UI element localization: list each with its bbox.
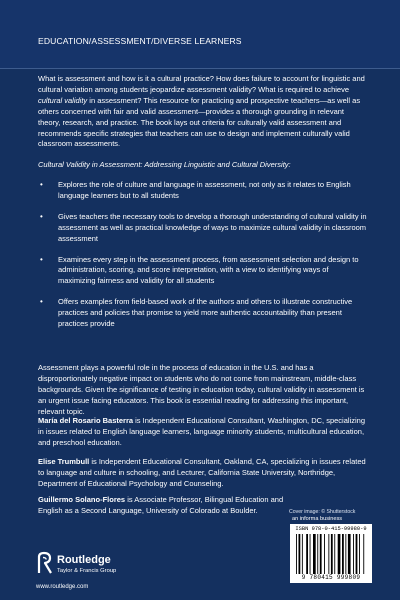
author-name: María del Rosario Basterra xyxy=(38,416,134,425)
bullet-icon: • xyxy=(40,254,43,264)
description xyxy=(38,74,368,150)
author-bio xyxy=(38,495,288,517)
author-bio xyxy=(38,416,368,449)
list-item xyxy=(38,255,368,288)
feature-list xyxy=(38,180,368,340)
features-intro: Cultural Validity in Assessment: Addressing Linguistic and Cultural Diversity: xyxy=(38,160,291,169)
publisher-url[interactable]: www.routledge.com xyxy=(36,584,89,590)
publisher-name: Routledge xyxy=(57,554,111,566)
routledge-logo-icon xyxy=(36,551,54,575)
top-band xyxy=(0,0,400,69)
description-emphasis: cultural validity xyxy=(38,95,88,105)
publisher-group: Taylor & Francis Group xyxy=(57,568,117,574)
author-bio xyxy=(38,457,368,490)
description-part-2: in assessment? This resource for practicing and prospective teachers—as well as others concerned with fair and valid assessment—provides a thorough grounding in relevant theory, research, and practice. The book lays out criteria for culturally valid assessment and recommends specific strategies that teachers can use to design and implement culturally valid classroom assessments. xyxy=(38,95,361,149)
barcode-icon xyxy=(296,534,366,574)
bullet-icon: • xyxy=(40,211,43,221)
cover-credit: Cover image: © Shutterstock xyxy=(289,509,356,515)
list-item-text: Offers examples from field-based work of the authors and others to illustrate constructive practices and policies that promise to yield more authentic accountability than present practices provide xyxy=(58,297,353,329)
description-part-1: What is assessment and how is it a cultural practice? How does failure to account for linguistic and cultural variation among students jeopardize assessment validity? What is required to achieve xyxy=(38,74,365,94)
author-bio-text: is Independent Educational Consultant, Oakland, CA, specializing in issues related to language and culture in schooling, and Lecturer, California State University, Northridge, Department of Educational Psychology and Counseling. xyxy=(38,457,366,488)
author-name: Elise Trumbull xyxy=(38,457,90,466)
author-bio-text: is Independent Educational Consultant, Washington, DC, specializing in issues related to English language learners, language minority students, multicultural education, and preschool education. xyxy=(38,416,365,447)
list-item xyxy=(38,212,368,245)
closing-paragraph: Assessment plays a powerful role in the process of education in the U.S. and has a disproportionately negative impact on students who do not come from mainstream, middle-class backgrounds. Given the significance of testing in education today, cultural validity in assessment is an urgent issue facing educators. This book is essential reading for addressing this important, relevant topic. xyxy=(38,363,365,416)
isbn-label: ISBN 978-0-415-99980-9 xyxy=(295,526,367,532)
bullet-icon: • xyxy=(40,180,43,189)
series-label: EDUCATION/ASSESSMENT/DIVERSE LEARNERS xyxy=(38,36,242,46)
list-item xyxy=(38,297,368,330)
list-item-text: Gives teachers the necessary tools to develop a thorough understanding of cultural validity in assessment as well as practical knowledge of ways to maximize cultural validity in classroom assessment xyxy=(58,211,367,243)
informa-tagline: an informa business xyxy=(292,516,343,522)
author-bio-text: is Associate Professor, Bilingual Education and English as a Second Language, University of Colorado at Boulder. xyxy=(38,495,284,515)
publisher-logo xyxy=(36,551,196,581)
list-item-text: Examines every step in the assessment process, from assessment selection and design to administration, scoring, and score interpretation, with a view to identifying ways of maximizing fairness and validity for all students xyxy=(58,254,359,286)
list-item xyxy=(38,180,368,202)
isbn-digits: 9 780415 999809 xyxy=(301,574,361,581)
author-name: Guillermo Solano-Flores xyxy=(38,495,126,504)
isbn-barcode xyxy=(290,524,372,583)
list-item-text: Explores the role of culture and language in assessment, not only as it relates to English language learners but to all students xyxy=(58,180,351,200)
bullet-icon: • xyxy=(40,297,43,307)
